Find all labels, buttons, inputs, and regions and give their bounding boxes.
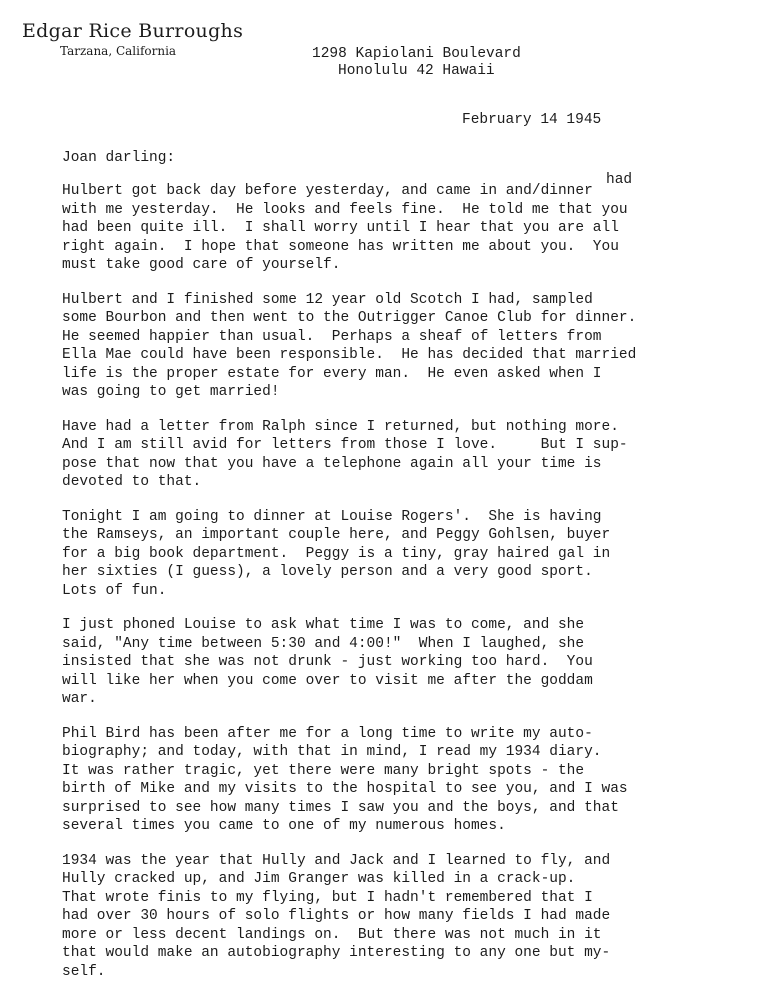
address-line-1: 1298 Kapiolani Boulevard: [312, 46, 521, 62]
text-line: insisted that she was not drunk - just working too hard. You: [62, 654, 593, 670]
text-line: Have had a letter from Ralph since I returned, but nothing more.: [62, 418, 619, 435]
text-line: several times you came to one of my numerous homes.: [62, 818, 506, 834]
return-address: [312, 46, 521, 80]
text-line: That wrote finis to my flying, but I hadn't remembered that I: [62, 889, 593, 906]
address-line-2: Honolulu 42 Hawaii: [338, 63, 495, 79]
paragraph-4: [62, 508, 742, 601]
text-line: birth of Mike and my visits to the hospital to see you, and I was: [62, 781, 628, 797]
paragraph-6: [62, 725, 742, 836]
text-line: that would make an autobiography interesting to any one but my-: [62, 945, 611, 961]
text-line: Hully cracked up, and Jim Granger was killed in a crack-up.: [62, 871, 576, 887]
text-line: Hulbert got back day before yesterday, and came in and/dinner: [62, 183, 593, 199]
letterhead-name: Edgar Rice Burroughs: [22, 20, 244, 42]
text-line: will like her when you come over to visit me after the goddam: [62, 672, 593, 689]
letter-date: February 14 1945: [462, 112, 602, 128]
text-line: her sixties (I guess), a lovely person and a very good sport.: [62, 564, 593, 580]
text-line: war.: [62, 691, 97, 707]
text-line: the Ramseys, an important couple here, and Peggy Gohlsen, buyer: [62, 527, 611, 543]
paragraph-7: [62, 852, 742, 982]
text-line: said, "Any time between 5:30 and 4:00!" When I laughed, she: [62, 635, 585, 652]
text-line: 1934 was the year that Hully and Jack and I learned to fly, and: [62, 852, 611, 869]
handwritten-insertion: had: [606, 172, 633, 188]
text-line: had been quite ill. I shall worry until I hear that you are all: [62, 220, 619, 236]
text-line: biography; and today, with that in mind, I read my 1934 diary.: [62, 744, 602, 760]
text-line: pose that now that you have a telephone again all your time is: [62, 455, 602, 472]
text-line: was going to get married!: [62, 384, 280, 400]
paragraph-1: [62, 182, 742, 275]
letterhead: [22, 20, 243, 58]
letterhead-location: Tarzana, California: [60, 44, 177, 58]
text-line: life is the proper estate for every man. He even asked when I: [62, 365, 602, 382]
text-line: He seemed happier than usual. Perhaps a sheaf of letters from: [62, 328, 602, 345]
paragraph-2: [62, 291, 742, 402]
salutation: Joan darling:: [62, 150, 176, 166]
letter-body: [62, 148, 742, 997]
text-line: Tonight I am going to dinner at Louise Rogers'. She is having: [62, 508, 602, 525]
text-line: must take good care of yourself.: [62, 257, 341, 273]
text-line: Hulbert and I finished some 12 year old Scotch I had, sampled: [62, 291, 593, 308]
paragraph-3: [62, 418, 742, 492]
text-line: right again. I hope that someone has written me about you. You: [62, 238, 619, 255]
text-line: Lots of fun.: [62, 582, 167, 599]
paragraphs: [62, 182, 742, 981]
text-line: surprised to see how many times I saw you and the boys, and that: [62, 799, 619, 816]
text-line: had over 30 hours of solo flights or how many fields I had made: [62, 908, 611, 924]
text-line: more or less decent landings on. But there was not much in it: [62, 926, 602, 943]
text-line: I just phoned Louise to ask what time I was to come, and she: [62, 617, 585, 633]
text-line: self.: [62, 963, 106, 980]
text-line: Ella Mae could have been responsible. He has decided that married: [62, 347, 637, 363]
paragraph-5: [62, 616, 742, 709]
text-line: some Bourbon and then went to the Outrigger Canoe Club for dinner.: [62, 310, 637, 326]
text-line: for a big book department. Peggy is a tiny, gray haired gal in: [62, 545, 611, 562]
text-line: devoted to that.: [62, 474, 202, 490]
text-line: with me yesterday. He looks and feels fine. He told me that you: [62, 201, 628, 218]
text-line: It was rather tragic, yet there were many bright spots - the: [62, 762, 585, 779]
text-line: Phil Bird has been after me for a long time to write my auto-: [62, 725, 593, 742]
text-line: And I am still avid for letters from those I love. But I sup-: [62, 437, 628, 453]
